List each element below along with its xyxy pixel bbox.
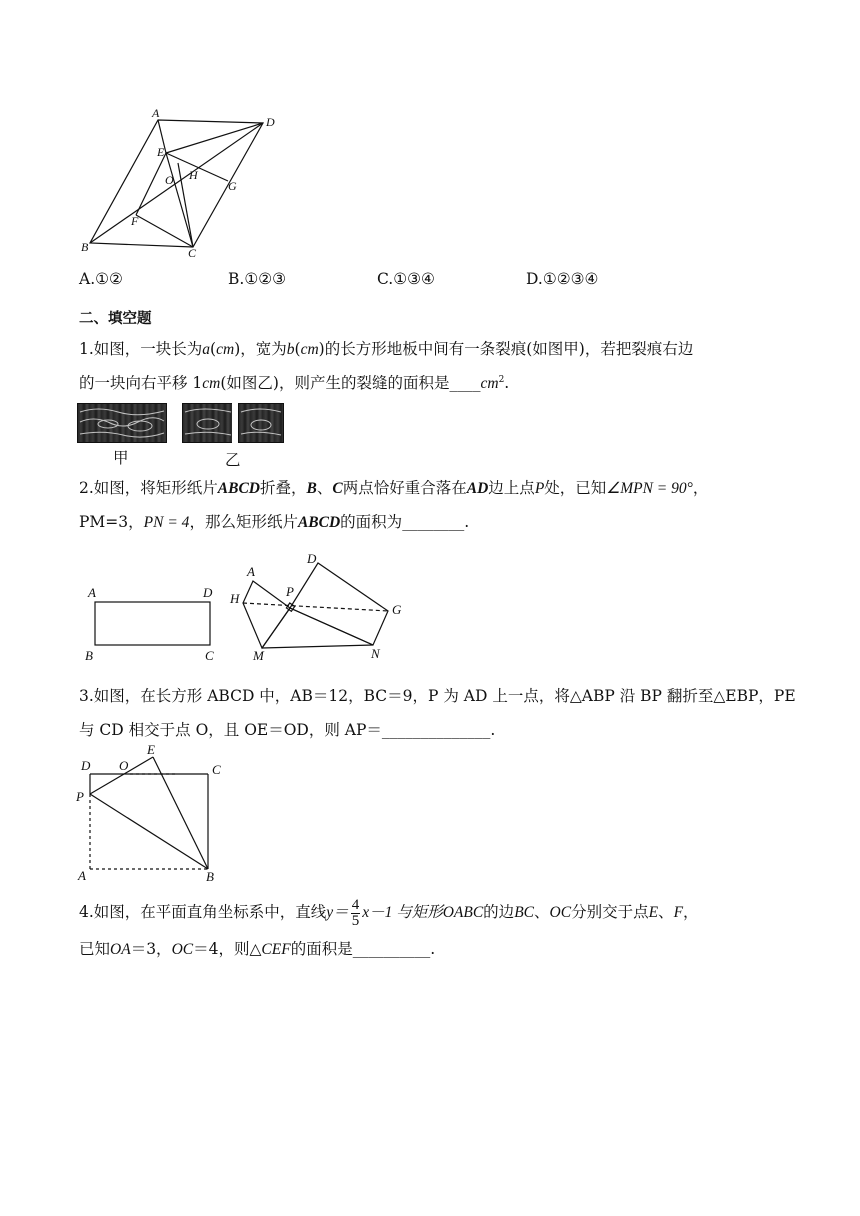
- q2-folded-figure: [225, 548, 415, 663]
- q2-label-b: B: [85, 648, 93, 663]
- choice-c[interactable]: [377, 268, 435, 290]
- choice-d[interactable]: [526, 268, 598, 290]
- q2f-label-d: D: [307, 551, 317, 566]
- choice-value: ①②: [95, 270, 123, 288]
- choice-b[interactable]: [228, 268, 286, 290]
- fig-label-g: G: [228, 179, 237, 193]
- q2f-label-g: G: [392, 602, 402, 617]
- q4-line1: 4.如图，在平面直角坐标系中，直线y＝ $\frac{4}{5}$ x－1 与矩形OABC的边BC、OC分别交于点E、F，: [79, 896, 699, 929]
- q2f-label-n: N: [371, 646, 380, 661]
- q1-line2: 的一块向右平移 1cm(如图乙)，则产生的裂缝的面积是$\_\_\_\_cm^2$.: [79, 374, 510, 393]
- q2-label-c: C: [205, 648, 214, 663]
- q3-label-p: P: [76, 789, 84, 804]
- q3-answer-blank[interactable]: ______________: [381, 721, 491, 739]
- q4-answer-blank[interactable]: __________: [352, 940, 431, 958]
- q2f-label-h: H: [230, 591, 240, 606]
- fig-label-h: H: [189, 168, 198, 182]
- caption-yi: 乙: [225, 451, 241, 469]
- q3-label-c: C: [212, 762, 221, 777]
- choice-value: ①③④: [393, 270, 435, 288]
- fig-label-b: B: [81, 240, 89, 254]
- q3-label-e: E: [147, 742, 155, 757]
- choice-letter: B.: [228, 270, 245, 288]
- q2-line2: PM=3，PN = 4，那么矩形纸片ABCD的面积为________.: [79, 513, 470, 531]
- choice-value: ①②③④: [542, 270, 599, 288]
- fig-label-o: O: [165, 173, 174, 187]
- fig-label-e: E: [157, 145, 165, 159]
- q3-line2: 与 CD 相交于点 O，且 OE＝OD，则 AP＝______________.: [79, 721, 496, 739]
- q2f-label-a: A: [247, 564, 255, 579]
- wood-board-yi-right: [238, 403, 284, 443]
- fig-label-d: D: [266, 115, 275, 129]
- q3-label-d: D: [81, 758, 91, 773]
- q3-fold-figure: [75, 742, 235, 882]
- fig-label-f: F: [131, 214, 139, 228]
- q1-line1: 1.如图，一块长为a(cm)，宽为b(cm)的长方形地板中间有一条裂痕(如图甲)，若把裂痕右边: [79, 340, 694, 358]
- parallelogram-figure: [78, 105, 288, 260]
- q4-line2: 已知OA＝3，OC＝4，则△CEF的面积是__________.: [79, 940, 436, 958]
- fraction-4-5: $\frac{4}{5}$: [351, 896, 360, 929]
- fig-label-c: C: [188, 246, 197, 260]
- q1-answer-blank[interactable]: ____: [449, 374, 481, 393]
- q3-label-a: A: [78, 868, 86, 882]
- choice-letter: A.: [79, 270, 96, 288]
- section-heading: 二、填空题: [79, 311, 152, 327]
- choice-value: ①②③: [244, 270, 287, 288]
- q2-answer-blank[interactable]: ________: [402, 513, 465, 531]
- q3-label-b: B: [206, 869, 214, 882]
- q3-label-o: O: [119, 758, 129, 773]
- wood-board-yi-left: [182, 403, 234, 443]
- fig-label-a: A: [152, 106, 160, 120]
- q2f-label-m: M: [253, 648, 264, 663]
- q2-label-d: D: [203, 585, 213, 600]
- choice-a[interactable]: [79, 268, 123, 290]
- choice-letter: D.: [526, 270, 543, 288]
- q2f-label-p: P: [286, 584, 294, 599]
- q2-label-a: A: [88, 585, 96, 600]
- q2-rectangle-figure: [80, 580, 230, 665]
- wood-board-jia: [77, 403, 167, 443]
- choice-letter: C.: [377, 270, 394, 288]
- caption-jia: 甲: [113, 449, 129, 467]
- q3-line1: 3.如图，在长方形 ABCD 中，AB＝12，BC＝9，P 为 AD 上一点，将△ABP 沿 BP 翻折至△EBP，PE: [79, 687, 796, 705]
- q2-line1: 2.如图，将矩形纸片ABCD折叠，B、C两点恰好重合落在AD边上点P处，已知∠MPN = 90°，: [79, 479, 709, 497]
